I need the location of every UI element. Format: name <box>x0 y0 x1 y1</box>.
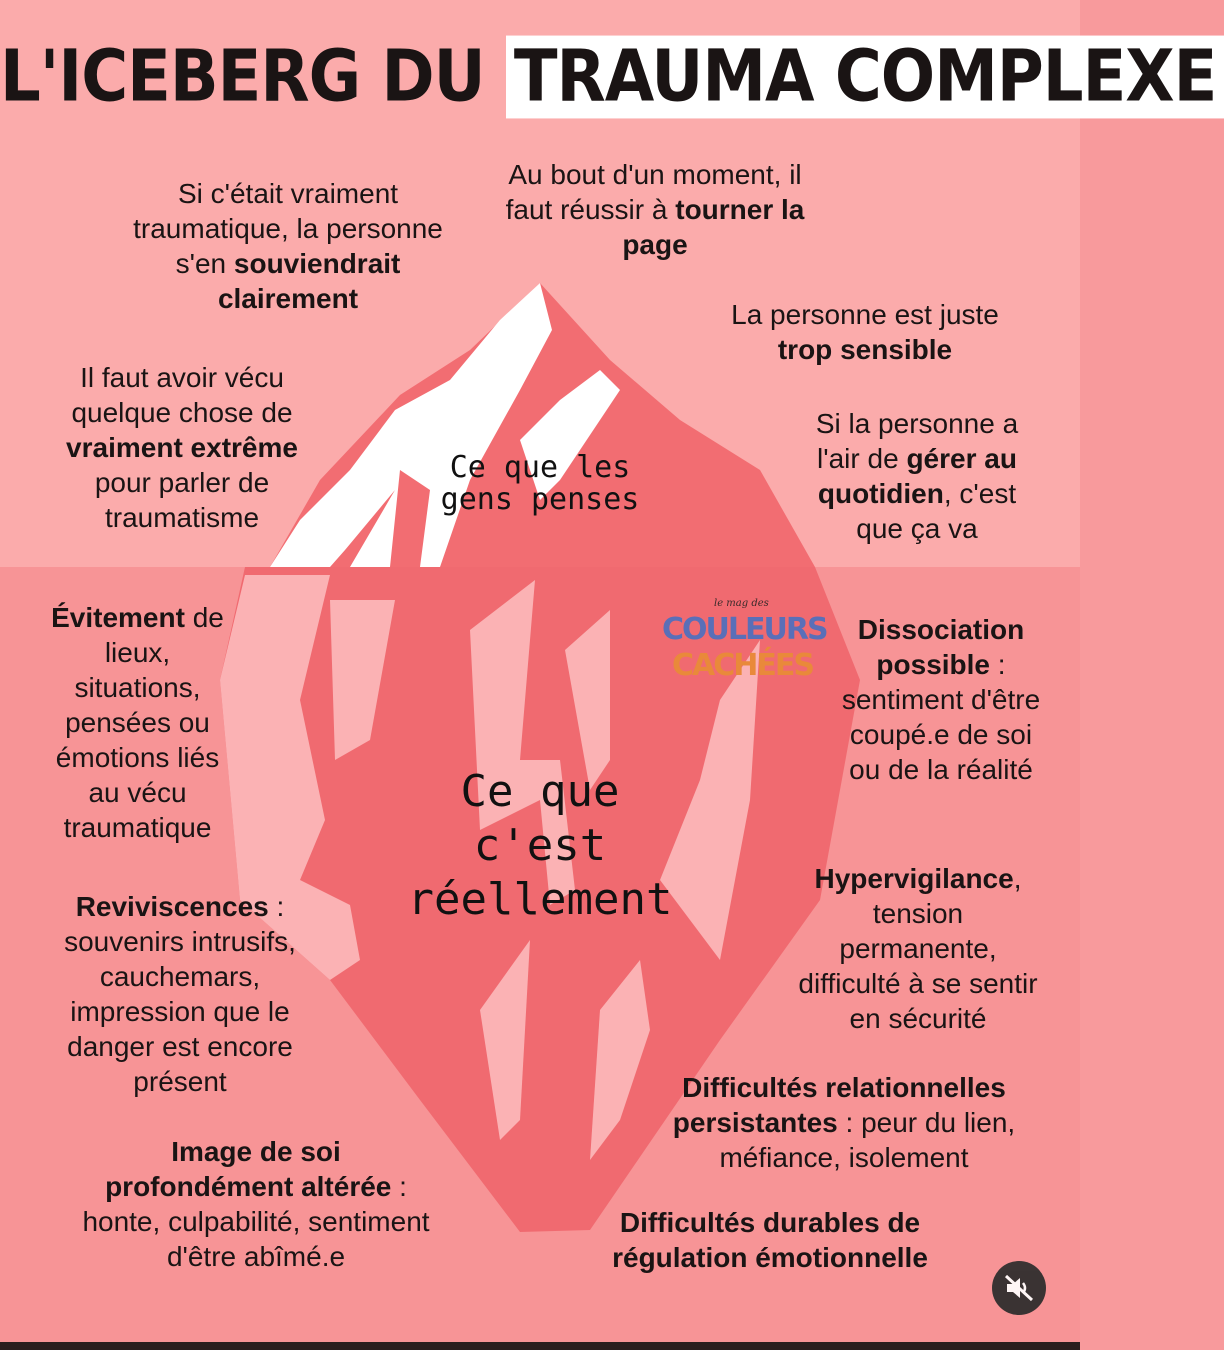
title-part2-highlight: TRAUMA COMPLEXE <box>506 36 1224 119</box>
fact-avoidance: Évitement de lieux, situations, pensées ou émotions liés au vécu traumatique <box>51 602 224 843</box>
myth-managing-daily: Si la personne a l'air de gérer au quotidien, c'est que ça va <box>815 408 1019 544</box>
myth-too-sensitive: La personne est juste trop sensible <box>731 299 999 365</box>
myth-remember-clearly: Si c'était vraiment traumatique, la personne s'en souviendrait clairement <box>133 178 443 314</box>
speaker-muted-icon <box>992 1261 1046 1315</box>
myth-extreme-experience: Il faut avoir vécu quelque chose de vraiment extrême pour parler de traumatisme <box>66 362 298 533</box>
logo-word2: CACHÉES <box>672 648 813 683</box>
body-label-line1: Ce que c'est <box>460 766 620 871</box>
page-title <box>0 35 1217 119</box>
logo-word1: COULEURS <box>662 612 827 647</box>
fact-emotional-regulation: Difficultés durables de régulation émotionnelle <box>612 1207 928 1273</box>
iceberg-body-label <box>400 765 680 927</box>
couleurs-cachees-logo <box>662 598 827 702</box>
logo-wordmark <box>662 612 827 684</box>
tip-label-line1: Ce que les <box>449 450 631 485</box>
body-label-line2: réellement <box>407 874 673 925</box>
fact-dissociation: Dissociation possible : sentiment d'être coupé.e de soi ou de la réalité <box>841 614 1041 785</box>
iceberg-tip-label <box>440 452 640 516</box>
title-part1: L'ICEBERG DU <box>0 35 485 119</box>
fact-self-image: Image de soi profondément altérée : honte, culpabilité, sentiment d'être abîmé.e <box>82 1136 430 1272</box>
myth-turn-the-page: Au bout d'un moment, il faut réussir à tourner la page <box>505 159 805 260</box>
bottom-border <box>0 1342 1080 1350</box>
fact-reliving: Reviviscences : souvenirs intrusifs, cauchemars, impression que le danger est encore présent <box>64 891 296 1097</box>
fact-relational-difficulties: Difficultés relationnelles persistantes : peur du lien, méfiance, isolement <box>672 1072 1016 1173</box>
logo-small-text: le mag des <box>714 598 769 609</box>
fact-hypervigilance: Hypervigilance, tension permanente, difficulté à se sentir en sécurité <box>798 863 1038 1034</box>
mute-button[interactable] <box>992 1261 1046 1315</box>
tip-label-line2: gens penses <box>440 482 640 517</box>
